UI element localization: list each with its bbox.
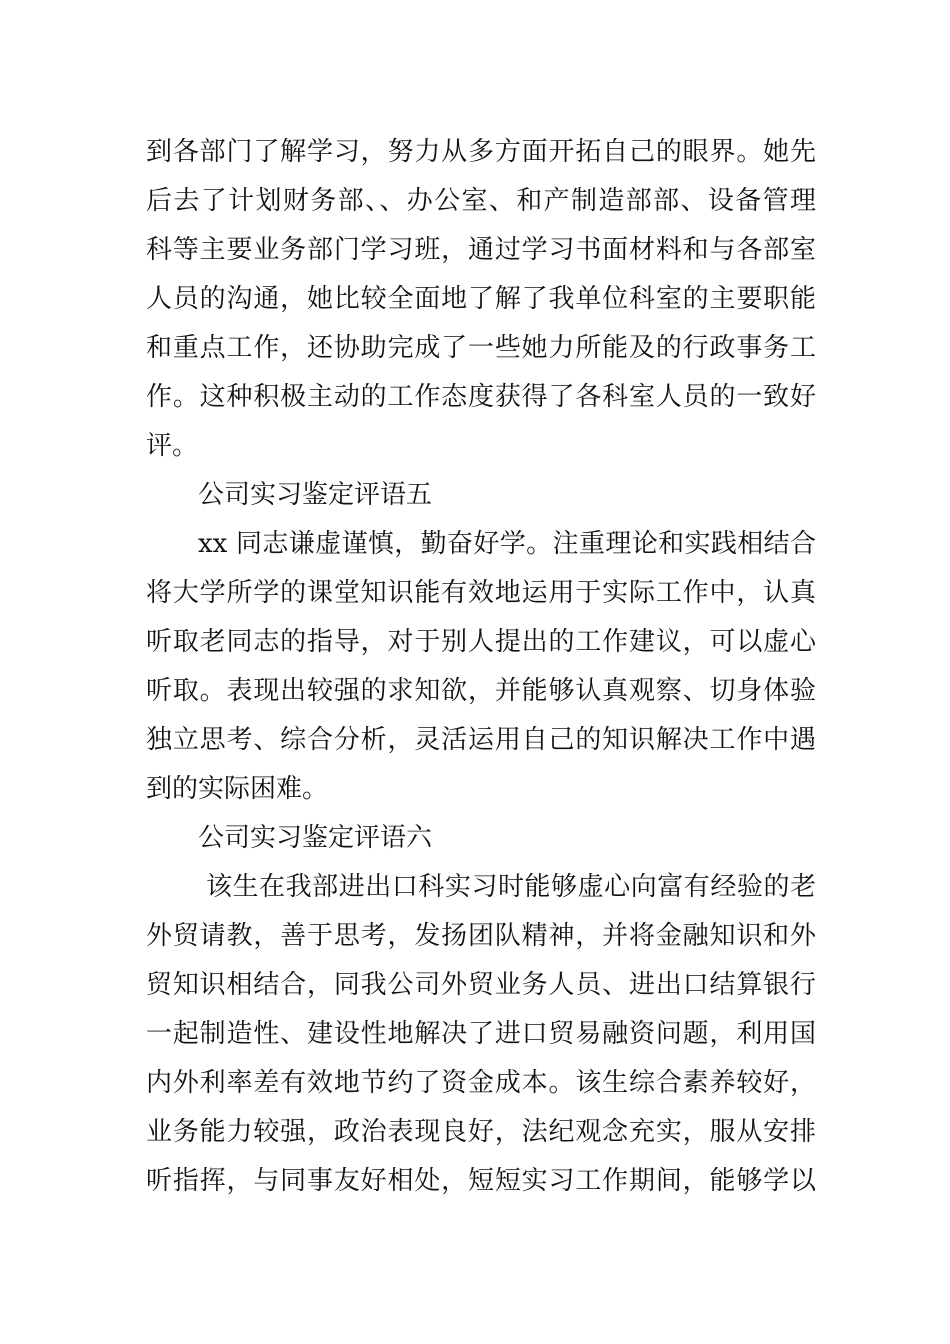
text-line: 该生在我部进出口科实习时能够虚心向富有经验的老 (206, 872, 816, 902)
paragraph-internship-review-4 (146, 128, 816, 471)
text-line: 业务能力较强，政治表现良好，法纪观念充实，服从安排 (146, 1117, 816, 1147)
document-body (146, 128, 816, 1206)
text-line: 到各部门了解学习，努力从多方面开拓自己的眼界。她先 (146, 137, 816, 167)
paragraph-internship-review-5 (146, 520, 816, 814)
text-line: 到的实际困难。 (146, 774, 329, 804)
text-line: 听取。表现出较强的求知欲，并能够认真观察、切身体验 (146, 676, 816, 706)
text-line: 听指挥，与同事友好相处，短短实习工作期间，能够学以 (146, 1166, 816, 1196)
text-line: 独立思考、综合分析，灵活运用自己的知识解决工作中遇 (146, 725, 816, 755)
section-heading-5: 公司实习鉴定评语五 (198, 480, 433, 510)
text-line: 后去了计划财务部、、办公室、和产制造部部、设备管理 (146, 186, 816, 216)
text-line: 贸知识相结合，同我公司外贸业务人员、进出口结算银行 (146, 970, 816, 1000)
section-heading-6: 公司实习鉴定评语六 (198, 823, 433, 853)
text-line: 科等主要业务部门学习班，通过学习书面材料和与各部室 (146, 235, 816, 265)
text-line: 听取老同志的指导，对于别人提出的工作建议，可以虚心 (146, 627, 816, 657)
text-line: 外贸请教，善于思考，发扬团队精神，并将金融知识和外 (146, 921, 816, 951)
text-line: 将大学所学的课堂知识能有效地运用于实际工作中，认真 (146, 578, 816, 608)
text-line: 和重点工作，还协助完成了一些她力所能及的行政事务工 (146, 333, 816, 363)
text-line: 作。这种积极主动的工作态度获得了各科室人员的一致好 (146, 382, 816, 412)
text-line: 内外利率差有效地节约了资金成本。该生综合素养较好， (146, 1068, 816, 1098)
text-line: 评。 (146, 431, 199, 461)
text-line: 人员的沟通，她比较全面地了解了我单位科室的主要职能 (146, 284, 816, 314)
paragraph-internship-review-6 (146, 863, 816, 1206)
text-line: 一起制造性、建设性地解决了进口贸易融资问题，利用国 (146, 1019, 816, 1049)
text-line: xx 同志谦虚谨慎，勤奋好学。注重理论和实践相结合 (198, 529, 816, 559)
